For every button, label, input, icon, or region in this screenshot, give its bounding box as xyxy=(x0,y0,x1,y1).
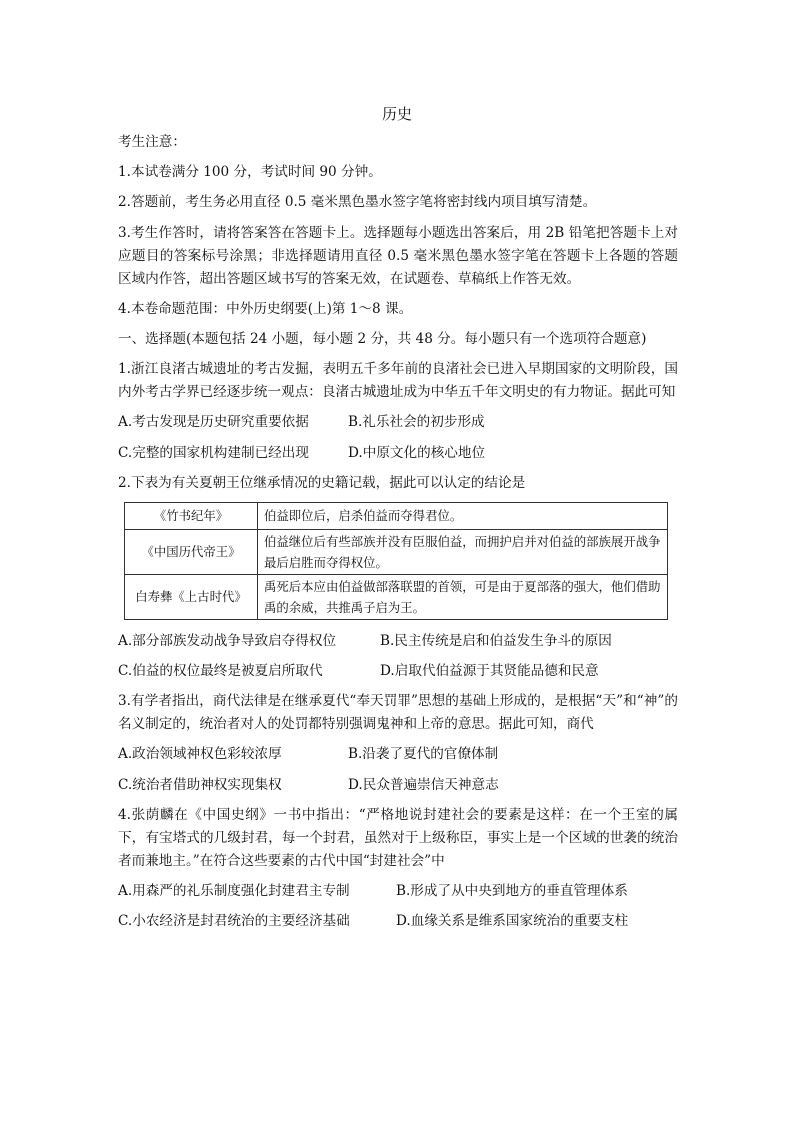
option-a: A.政治领域神权色彩较浓厚 xyxy=(118,746,282,763)
option-c: C.伯益的权位最终是被夏启所取代 xyxy=(118,663,323,680)
notice-item: 3.考生作答时，请将答案答在答题卡上。选择题每小题选出答案后，用 2B 铅笔把答题卡上对应题目的答案标号涂黑；非选择题请用直径 0.5 毫米黑色墨水签字笔在答题卡上各题的答题区域内作答，超出答题区域书写的答案无效，在试题卷、草稿纸上作答无效。 xyxy=(118,224,678,287)
option-b: B.礼乐社会的初步形成 xyxy=(348,414,485,431)
option-c: C.统治者借助神权实现集权 xyxy=(118,776,282,793)
options-row xyxy=(118,910,678,933)
source-name: 《竹书纪年》 xyxy=(125,502,258,529)
notice-item: 1.本试卷满分 100 分，考试时间 90 分钟。 xyxy=(118,164,382,181)
notice-item: 4.本卷命题范围：中外历史纲要(上)第 1～8 课。 xyxy=(118,300,413,317)
notice-item: 2.答题前，考生务必用直径 0.5 毫米黑色墨水签字笔将密封线内项目填写清楚。 xyxy=(118,194,597,211)
option-c: C.完整的国家机构建制已经出现 xyxy=(118,444,309,461)
question-stem: 4.张荫麟在《中国史纲》一书中指出：“严格地说封建社会的要素是这样：在一个王室的属下，有宝塔式的几级封君，每一个封君，虽然对于上级称臣，事实上是一个区域的世袭的统治者而兼地主。”在符合这些要素的古代中国“封建社会”中 xyxy=(118,806,678,869)
question-stem: 3.有学者指出，商代法律是在继承夏代“奉天罚罪”思想的基础上形成的，是根据“天”和“神”的名义制定的，统治者对人的处罚都特别强调鬼神和上帝的意思。据此可知，商代 xyxy=(118,693,678,733)
options-row xyxy=(118,411,678,434)
table-row xyxy=(125,502,668,529)
options-row xyxy=(118,660,678,683)
source-table xyxy=(124,502,668,620)
source-name: 《中国历代帝王》 xyxy=(125,529,258,574)
option-d: D.民众普遍崇信天神意志 xyxy=(348,776,499,793)
source-text: 伯益继位后有些部族并没有臣服伯益，而拥护启并对伯益的部族展开战争最后启胜而夺得权位。 xyxy=(258,529,668,574)
question-stem: 1.浙江良渚古城遗址的考古发掘，表明五千多年前的良渚社会已进入早期国家的文明阶段，国内外考古学界已经逐步统一观点：良渚古城遗址成为中华五千年文明史的有力物证。据此可知 xyxy=(118,361,678,401)
option-b: B.民主传统是启和伯益发生争斗的原因 xyxy=(380,632,612,649)
option-a: A.用森严的礼乐制度强化封建君主专制 xyxy=(118,883,350,899)
source-name: 白寿彝《上古时代》 xyxy=(125,574,258,619)
source-text: 伯益即位后，启杀伯益而夺得君位。 xyxy=(258,502,668,529)
table-row xyxy=(125,574,668,619)
option-d: D.中原文化的核心地位 xyxy=(348,444,486,461)
source-text: 禹死后本应由伯益做部落联盟的首领，可是由于夏部落的强大，他们借助禹的余威，共推禹子启为王。 xyxy=(258,574,668,619)
option-c: C.小农经济是封君统治的主要经济基础 xyxy=(118,913,350,930)
question-stem: 2.下表为有关夏朝王位继承情况的史籍记载，据此可以认定的结论是 xyxy=(118,474,526,491)
option-a: A.部分部族发动战争导致启夺得权位 xyxy=(118,632,337,649)
exam-body xyxy=(118,131,678,940)
table-row xyxy=(125,529,668,574)
notice-heading: 考生注意： xyxy=(118,134,186,150)
page-title: 历史 xyxy=(381,105,412,123)
option-b: B.形成了从中央到地方的垂直管理体系 xyxy=(396,883,628,899)
option-d: D.血缘关系是维系国家统治的重要支柱 xyxy=(396,913,629,930)
option-a: A.考古发现是历史研究重要依据 xyxy=(118,414,309,431)
options-row xyxy=(118,774,678,797)
section-heading: 一、选择题(本题包括 24 小题，每小题 2 分，共 48 分。每小题只有一个选项符合题意) xyxy=(118,330,647,347)
options-row xyxy=(118,630,678,653)
options-row xyxy=(118,442,678,465)
option-b: B.沿袭了夏代的官僚体制 xyxy=(348,746,499,763)
option-d: D.启取代伯益源于其贤能品德和民意 xyxy=(380,663,599,680)
options-row xyxy=(118,880,678,903)
options-row xyxy=(118,743,678,766)
